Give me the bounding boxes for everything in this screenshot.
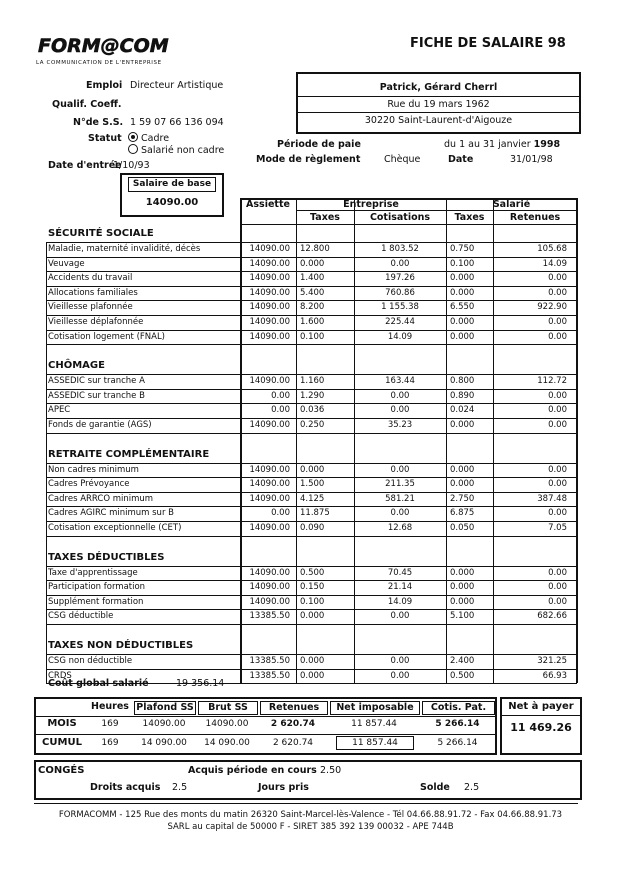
row-cotisations: 0.00 [390, 611, 410, 622]
row-taxes-entreprise: 0.036 [300, 405, 325, 416]
net-value: 11 469.26 [510, 721, 572, 734]
section-title: RETRAITE COMPLÉMENTAIRE [48, 448, 210, 460]
employee-address-1: Rue du 19 mars 1962 [387, 99, 490, 110]
row-retenues: 922.90 [537, 302, 567, 313]
row-label: ASSEDIC sur tranche A [48, 376, 145, 387]
net-a-payer-box [500, 697, 582, 755]
row-label: Veuvage [48, 258, 85, 269]
logo-text: FORM@COM [38, 35, 169, 56]
nss-label: N°de S.S. [73, 117, 124, 128]
summary-header-retenues: Retenues [260, 701, 328, 715]
salaire-base-label: Salaire de base [128, 177, 216, 192]
row-assiette: 14090.00 [249, 273, 290, 284]
row-taxes-entreprise: 1.290 [300, 390, 325, 401]
row-taxes-salarie: 0.000 [450, 464, 475, 475]
periode-range: du 1 au 31 janvier [444, 139, 531, 150]
summary-cumul-value: 2 620.74 [272, 738, 314, 748]
date-entree-label: Date d'entrée [48, 160, 122, 171]
net-label: Net à payer [508, 701, 574, 712]
row-taxes-salarie: 0.000 [450, 479, 475, 490]
droits-label: Droits acquis [90, 782, 161, 793]
row-cotisations: 21.14 [387, 582, 413, 593]
row-cotisations: 12.68 [387, 523, 413, 533]
row-taxes-salarie: 0.050 [450, 523, 475, 533]
row-taxes-entreprise: 0.000 [300, 258, 325, 269]
statut-label: Statut [88, 133, 122, 144]
row-taxes-entreprise: 0.250 [300, 420, 325, 430]
employee-address-box [296, 72, 581, 134]
row-retenues: 0.00 [548, 479, 567, 490]
row-cotisations: 70.45 [387, 567, 413, 578]
row-cotisations: 0.00 [390, 405, 410, 416]
header-assiette: Assiette [246, 199, 290, 210]
section-title: CHÔMAGE [48, 360, 105, 372]
row-assiette: 13385.50 [249, 670, 290, 681]
row-taxes-salarie: 0.890 [450, 390, 475, 401]
acquis-periode-label: Acquis période en cours [188, 765, 317, 776]
row-assiette: 14090.00 [249, 331, 290, 342]
emploi-value: Directeur Artistique [130, 80, 224, 91]
summary-mois-value: 2 620.74 [270, 719, 316, 729]
row-label: Cadres ARRCO minimum [48, 493, 154, 504]
jours-pris-label: Jours pris [258, 782, 309, 793]
droits-value: 2.5 [172, 782, 188, 793]
row-retenues: 321.25 [537, 656, 567, 666]
row-taxes-entreprise: 0.090 [300, 523, 325, 533]
periode-label: Période de paie [277, 139, 361, 150]
row-assiette: 14090.00 [249, 302, 290, 313]
summary-box [34, 697, 497, 755]
row-taxes-salarie: 0.000 [450, 420, 475, 430]
summary-divider [36, 716, 495, 717]
row-label: Fonds de garantie (AGS) [48, 420, 152, 430]
row-assiette: 14090.00 [249, 523, 290, 533]
row-taxes-entreprise: 8.200 [300, 302, 325, 313]
row-taxes-salarie: 2.750 [450, 493, 475, 504]
row-label: Participation formation [48, 582, 146, 593]
summary-header-brut: Brut SS [198, 701, 258, 715]
row-retenues: 0.00 [548, 464, 567, 475]
row-cotisations: 14.09 [387, 596, 413, 607]
row-cotisations: 211.35 [385, 479, 415, 490]
row-taxes-salarie: 2.400 [450, 656, 475, 666]
row-taxes-entreprise: 5.400 [300, 287, 325, 298]
row-retenues: 14.09 [542, 258, 567, 269]
mode-value: Chèque [384, 154, 421, 165]
date-entree-value: 1/10/93 [113, 160, 150, 171]
row-taxes-salarie: 0.800 [450, 376, 475, 387]
row-retenues: 0.00 [548, 405, 567, 416]
row-retenues: 66.93 [542, 670, 567, 681]
summary-divider [36, 734, 495, 735]
row-assiette: 0.00 [271, 390, 290, 401]
row-assiette: 14090.00 [249, 596, 290, 607]
row-taxes-entreprise: 0.000 [300, 611, 325, 622]
acquis-periode-value: 2.50 [320, 765, 342, 776]
solde-value: 2.5 [464, 782, 480, 793]
row-taxes-salarie: 0.000 [450, 582, 475, 593]
row-cotisations: 0.00 [390, 656, 410, 666]
row-taxes-salarie: 6.875 [450, 508, 475, 519]
summary-mois-value: 169 [101, 719, 119, 729]
salaire-base-value: 14090.00 [145, 197, 199, 208]
conges-box [34, 760, 582, 800]
summary-cumul-value: 169 [101, 738, 119, 748]
row-assiette: 14090.00 [249, 244, 290, 254]
row-taxes-entreprise: 0.000 [300, 670, 325, 681]
row-taxes-entreprise: 12.800 [300, 244, 330, 254]
employee-name: Patrick, Gérard Cherrl [379, 82, 498, 93]
cout-global-label: Coût global salarié [48, 678, 149, 689]
row-cotisations: 163.44 [385, 376, 415, 387]
row-cotisations: 0.00 [390, 390, 410, 401]
company-logo [36, 34, 186, 56]
row-retenues: 0.00 [548, 508, 567, 519]
row-cotisations: 35.23 [387, 420, 413, 430]
summary-cumul-label: CUMUL [42, 737, 82, 748]
conges-title: CONGÉS [38, 765, 85, 776]
row-taxes-salarie: 0.500 [450, 670, 475, 681]
row-label: Taxe d'apprentissage [48, 567, 138, 578]
row-taxes-entreprise: 0.000 [300, 464, 325, 475]
periode-year: 1998 [533, 139, 561, 150]
row-taxes-salarie: 5.100 [450, 611, 475, 622]
employee-address-2: 30220 Saint-Laurent-d'Aigouze [364, 115, 513, 126]
row-assiette: 14090.00 [249, 287, 290, 298]
row-cotisations: 1 155.38 [381, 302, 419, 313]
header-entreprise: Entreprise [343, 199, 399, 210]
row-label: Non cadres minimum [48, 464, 139, 475]
row-label: Maladie, maternité invalidité, décès [48, 244, 201, 254]
summary-header-plafond: Plafond SS [134, 701, 196, 715]
row-cotisations: 0.00 [390, 670, 410, 681]
section-title: TAXES NON DÉDUCTIBLES [48, 640, 194, 651]
row-label: Cadres Prévoyance [48, 479, 130, 490]
row-retenues: 0.00 [548, 420, 567, 430]
header-cotisations: Cotisations [369, 212, 431, 223]
statut-non-cadre-label: Salarié non cadre [141, 145, 225, 156]
row-retenues: 7.05 [548, 523, 567, 533]
row-assiette: 14090.00 [249, 464, 290, 475]
section-title: SÉCURITÉ SOCIALE [48, 228, 154, 239]
summary-mois-value: 14090.00 [205, 719, 249, 729]
row-taxes-salarie: 0.000 [450, 331, 475, 342]
row-assiette: 14090.00 [249, 376, 290, 387]
row-label: APEC [48, 405, 71, 416]
row-retenues: 0.00 [548, 390, 567, 401]
row-cotisations: 14.09 [387, 331, 413, 342]
row-taxes-entreprise: 1.500 [300, 479, 325, 490]
row-retenues: 0.00 [548, 567, 567, 578]
row-cotisations: 0.00 [390, 258, 410, 269]
summary-cumul-value: 5 266.14 [437, 738, 478, 748]
row-retenues: 112.72 [537, 376, 567, 387]
summary-mois-value: 11 857.44 [351, 719, 397, 729]
radio-unchecked-icon [128, 144, 138, 154]
summary-cumul-value: 14 090.00 [204, 738, 250, 748]
row-taxes-entreprise: 0.100 [300, 596, 325, 607]
row-taxes-salarie: 0.000 [450, 287, 475, 298]
row-taxes-salarie: 6.550 [450, 302, 475, 313]
section-title: TAXES DÉDUCTIBLES [48, 551, 165, 563]
row-label: Cadres AGIRC minimum sur B [48, 508, 174, 519]
row-taxes-entreprise: 4.125 [300, 493, 325, 504]
row-cotisations: 760.86 [385, 287, 415, 298]
summary-header-heures: Heures [91, 701, 129, 712]
page-title: FICHE DE SALAIRE 98 [410, 36, 566, 51]
row-taxes-salarie: 0.100 [450, 258, 475, 269]
row-assiette: 14090.00 [249, 258, 290, 269]
header-salarie: Salarié [492, 199, 531, 210]
row-assiette: 14090.00 [249, 420, 290, 430]
row-taxes-salarie: 0.000 [450, 317, 475, 327]
header-retenues: Retenues [509, 212, 561, 223]
header-taxes-entreprise: Taxes [310, 212, 340, 223]
row-label: CSG non déductible [48, 656, 133, 666]
payslip-table [46, 196, 577, 681]
date-label: Date [448, 154, 474, 165]
row-taxes-salarie: 0.000 [450, 273, 475, 284]
summary-header-net-imposable: Net imposable [330, 701, 420, 715]
row-taxes-entreprise: 0.150 [300, 582, 325, 593]
row-retenues: 0.00 [548, 273, 567, 284]
row-assiette: 13385.50 [249, 656, 290, 666]
row-taxes-entreprise: 1.160 [300, 376, 325, 387]
row-label: Supplément formation [48, 596, 144, 607]
row-retenues: 0.00 [548, 582, 567, 593]
row-taxes-entreprise: 1.400 [300, 273, 325, 284]
statut-cadre-label: Cadre [141, 133, 170, 144]
logo-subtitle: LA COMMUNICATION DE L'ENTREPRISE [36, 60, 162, 66]
row-assiette: 13385.50 [249, 611, 290, 622]
row-label: Accidents du travail [48, 273, 133, 284]
date-value: 31/01/98 [510, 154, 553, 165]
row-retenues: 682.66 [537, 611, 567, 622]
row-retenues: 0.00 [548, 287, 567, 298]
row-retenues: 0.00 [548, 317, 567, 327]
row-assiette: 0.00 [271, 508, 290, 519]
summary-mois-value: 5 266.14 [435, 719, 480, 729]
row-taxes-entreprise: 0.100 [300, 331, 325, 342]
row-label: Vieillesse déplafonnée [48, 317, 144, 327]
summary-header-cotis-pat: Cotis. Pat. [422, 701, 495, 715]
row-assiette: 14090.00 [249, 493, 290, 504]
statut-cadre[interactable] [128, 132, 169, 144]
row-assiette: 0.00 [271, 405, 290, 416]
summary-cumul-value: 14 090.00 [141, 738, 187, 748]
row-label: CSG déductible [48, 611, 114, 622]
qualif-label: Qualif. Coeff. [52, 99, 122, 110]
row-retenues: 387.48 [537, 493, 567, 504]
statut-non-cadre[interactable] [128, 144, 224, 156]
radio-checked-icon [128, 132, 138, 142]
row-cotisations: 197.26 [385, 273, 415, 284]
row-taxes-salarie: 0.750 [450, 244, 475, 254]
solde-label: Solde [420, 782, 450, 793]
row-cotisations: 0.00 [390, 508, 410, 519]
row-label: Vieillesse plafonnée [48, 302, 133, 313]
row-retenues: 0.00 [548, 596, 567, 607]
row-taxes-entreprise: 11.875 [300, 508, 330, 519]
nss-value: 1 59 07 66 136 094 [130, 117, 224, 128]
row-retenues: 0.00 [548, 331, 567, 342]
summary-cumul-value: 11 857.44 [336, 736, 414, 750]
footer-legal: SARL au capital de 50000 F - SIRET 385 392 139 00032 - APE 744B [167, 822, 454, 832]
row-label: ASSEDIC sur tranche B [48, 390, 145, 401]
summary-mois-value: 14090.00 [142, 719, 186, 729]
row-cotisations: 225.44 [385, 317, 415, 327]
row-taxes-salarie: 0.024 [450, 405, 475, 416]
summary-mois-label: MOIS [47, 718, 77, 729]
row-cotisations: 581.21 [385, 493, 415, 504]
row-taxes-salarie: 0.000 [450, 567, 475, 578]
row-label: CRDS [48, 670, 72, 681]
cout-global-value: 19 356.14 [176, 678, 225, 689]
periode-value [444, 139, 560, 150]
row-taxes-entreprise: 0.500 [300, 567, 325, 578]
footer-address: FORMACOMM - 125 Rue des monts du matin 26320 Saint-Marcel-lès-Valence - Tél 04.66.88.91.72 - Fax 04.66.88.91.73 [58, 810, 563, 820]
row-label: Cotisation exceptionnelle (CET) [48, 523, 182, 533]
mode-label: Mode de règlement [256, 154, 361, 165]
row-assiette: 14090.00 [249, 567, 290, 578]
row-cotisations: 0.00 [390, 464, 410, 475]
row-assiette: 14090.00 [249, 317, 290, 327]
header-taxes-salarie: Taxes [454, 212, 485, 223]
row-assiette: 14090.00 [249, 479, 290, 490]
row-label: Cotisation logement (FNAL) [48, 331, 165, 342]
emploi-label: Emploi [86, 80, 123, 91]
row-taxes-entreprise: 1.600 [300, 317, 325, 327]
row-retenues: 105.68 [537, 244, 567, 254]
row-taxes-salarie: 0.000 [450, 596, 475, 607]
row-cotisations: 1 803.52 [381, 244, 419, 254]
row-taxes-entreprise: 0.000 [300, 656, 325, 666]
row-assiette: 14090.00 [249, 582, 290, 593]
row-label: Allocations familiales [48, 287, 138, 298]
